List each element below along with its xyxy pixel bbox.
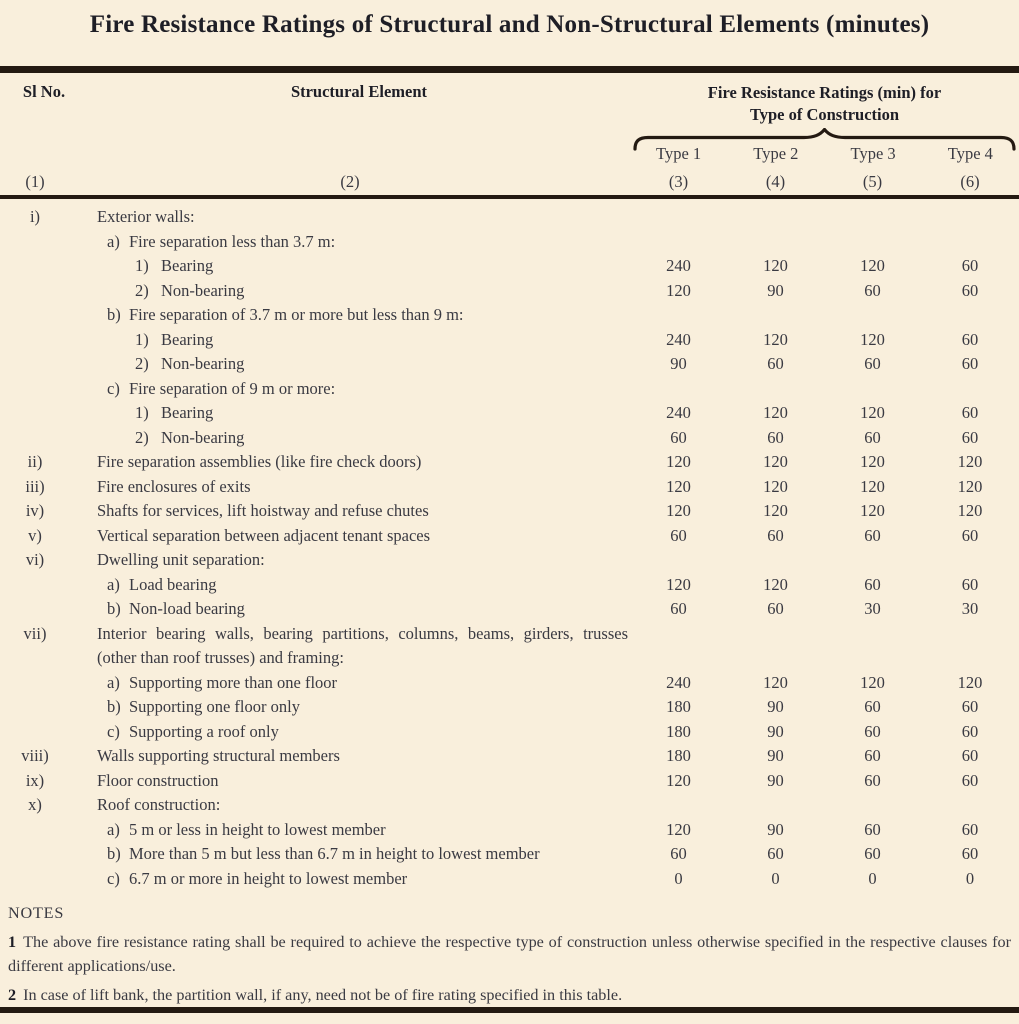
note-number: 2 bbox=[8, 986, 17, 1004]
header-ratings-group bbox=[630, 82, 1019, 126]
rating-value: 60 bbox=[961, 819, 979, 839]
row-sl-no bbox=[0, 303, 70, 328]
rating-value bbox=[824, 230, 921, 255]
row-description bbox=[70, 230, 630, 255]
rating-value bbox=[824, 622, 921, 671]
row-text: 6.7 m or more in height to lowest member bbox=[129, 868, 408, 888]
row-text: Bearing bbox=[161, 329, 214, 349]
rating-value: 60 bbox=[961, 844, 979, 863]
row-sl-no: viii) bbox=[21, 746, 49, 765]
row-text: Bearing bbox=[161, 256, 214, 275]
rating-value bbox=[727, 548, 824, 573]
table-row bbox=[0, 205, 1019, 230]
row-text: Non-load bearing bbox=[129, 599, 245, 618]
rating-value: 60 bbox=[864, 770, 881, 790]
rating-value: 60 bbox=[961, 574, 979, 594]
row-sl-no bbox=[0, 695, 70, 720]
table-row bbox=[0, 352, 1019, 377]
rating-value: 60 bbox=[670, 427, 687, 447]
header-type-4: Type 4 bbox=[947, 144, 993, 163]
rating-value bbox=[921, 622, 1019, 671]
row-sl-no bbox=[0, 720, 70, 745]
row-sl-no bbox=[0, 328, 70, 353]
rating-value bbox=[727, 793, 824, 818]
row-sl-no: vi) bbox=[25, 550, 45, 569]
table-row bbox=[0, 426, 1019, 451]
rating-value bbox=[727, 622, 824, 671]
rating-value: 0 bbox=[965, 868, 975, 888]
row-description bbox=[70, 254, 630, 279]
rating-value: 60 bbox=[767, 354, 784, 373]
rating-value: 30 bbox=[961, 599, 979, 618]
row-text: Supporting one floor only bbox=[129, 697, 300, 716]
row-description bbox=[70, 205, 630, 230]
row-text: More than 5 m but less than 6.7 m in height to lowest member bbox=[129, 844, 540, 863]
rating-value bbox=[921, 793, 1019, 818]
row-text: Shafts for services, lift hoistway and refuse chutes bbox=[97, 501, 429, 520]
rating-value bbox=[630, 303, 727, 328]
table-row bbox=[0, 671, 1019, 696]
rating-value: 60 bbox=[864, 721, 881, 741]
rating-value: 120 bbox=[763, 452, 788, 471]
row-description bbox=[70, 695, 630, 720]
rating-value: 240 bbox=[666, 403, 691, 422]
rating-value: 120 bbox=[860, 329, 885, 349]
rating-value: 120 bbox=[957, 452, 983, 471]
row-description bbox=[70, 450, 630, 475]
table-row bbox=[0, 793, 1019, 818]
row-description bbox=[70, 622, 630, 671]
row-description bbox=[70, 303, 630, 328]
table-row bbox=[0, 401, 1019, 426]
rating-value: 120 bbox=[666, 476, 691, 496]
rating-value: 120 bbox=[666, 819, 691, 839]
row-marker: a) bbox=[107, 672, 120, 692]
rating-value bbox=[824, 548, 921, 573]
row-description bbox=[70, 573, 630, 598]
row-description bbox=[70, 475, 630, 500]
table-row bbox=[0, 597, 1019, 622]
rating-value bbox=[727, 230, 824, 255]
table-row bbox=[0, 524, 1019, 549]
rating-value bbox=[630, 230, 727, 255]
row-text: Walls supporting structural members bbox=[97, 746, 340, 765]
row-text: Fire separation of 9 m or more: bbox=[129, 378, 336, 398]
table-row bbox=[0, 230, 1019, 255]
row-marker: a) bbox=[107, 231, 120, 251]
row-description bbox=[70, 328, 630, 353]
header-sl-no: Sl No. bbox=[22, 82, 66, 101]
rating-value: 60 bbox=[961, 427, 979, 447]
rating-value: 180 bbox=[666, 721, 691, 741]
rating-value: 30 bbox=[864, 599, 881, 618]
rating-value: 120 bbox=[666, 574, 691, 594]
rating-value: 60 bbox=[767, 844, 784, 863]
row-marker: b) bbox=[107, 697, 121, 716]
rating-value: 60 bbox=[961, 354, 979, 373]
row-description bbox=[70, 499, 630, 524]
header-type-row bbox=[630, 144, 1019, 164]
row-sl-no bbox=[0, 573, 70, 598]
table-header bbox=[0, 73, 1019, 195]
row-text: Roof construction: bbox=[97, 795, 221, 814]
table-row bbox=[0, 377, 1019, 402]
rating-value: 0 bbox=[771, 868, 780, 888]
rating-value: 60 bbox=[961, 329, 979, 349]
row-text: Fire separation assemblies (like fire check doors) bbox=[97, 452, 422, 471]
table-row bbox=[0, 744, 1019, 769]
row-description bbox=[70, 377, 630, 402]
rating-value: 60 bbox=[670, 844, 687, 863]
row-sl-no: iv) bbox=[25, 501, 45, 520]
rating-value: 60 bbox=[864, 525, 881, 545]
row-sl-no bbox=[0, 426, 70, 451]
row-sl-no bbox=[0, 842, 70, 867]
rating-value: 120 bbox=[666, 452, 691, 471]
note-text: The above fire resistance rating shall be required to achieve the respective type of construction unless otherwise specified in the respective clauses for different applications/use. bbox=[8, 933, 1011, 975]
rating-value: 60 bbox=[767, 599, 784, 618]
rating-value: 60 bbox=[864, 354, 881, 373]
rating-value: 120 bbox=[860, 256, 885, 275]
row-text: Non-bearing bbox=[161, 280, 245, 300]
rating-value: 60 bbox=[670, 599, 687, 618]
rating-value: 60 bbox=[961, 525, 979, 545]
rating-value: 60 bbox=[864, 280, 881, 300]
title-divider bbox=[0, 66, 1019, 73]
row-sl-no: x) bbox=[28, 795, 42, 814]
table-row bbox=[0, 769, 1019, 794]
row-text: Supporting a roof only bbox=[129, 721, 279, 741]
row-description bbox=[70, 769, 630, 794]
column-number-6: (6) bbox=[960, 172, 980, 191]
table-row bbox=[0, 695, 1019, 720]
row-description bbox=[70, 548, 630, 573]
row-sl-no bbox=[0, 230, 70, 255]
rating-value: 60 bbox=[864, 819, 881, 839]
rating-value: 180 bbox=[666, 697, 691, 716]
rating-value: 90 bbox=[767, 721, 784, 741]
row-sl-no bbox=[0, 867, 70, 892]
row-marker: b) bbox=[107, 305, 121, 324]
rating-value: 120 bbox=[957, 501, 983, 520]
row-description bbox=[70, 671, 630, 696]
rating-value: 120 bbox=[860, 672, 885, 692]
rating-value: 90 bbox=[767, 819, 784, 839]
rating-value: 60 bbox=[864, 746, 881, 765]
rating-value bbox=[921, 205, 1019, 230]
rating-value bbox=[824, 793, 921, 818]
rating-value bbox=[727, 377, 824, 402]
rating-value bbox=[630, 622, 727, 671]
column-number-3: (3) bbox=[668, 172, 689, 191]
row-marker: 1) bbox=[135, 256, 149, 275]
table-row bbox=[0, 328, 1019, 353]
rating-value bbox=[824, 205, 921, 230]
table-row bbox=[0, 475, 1019, 500]
rating-value bbox=[630, 205, 727, 230]
row-text: Fire separation of 3.7 m or more but less than 9 m: bbox=[129, 305, 464, 324]
row-marker: a) bbox=[107, 574, 120, 594]
row-text: Interior bearing walls, bearing partitions, columns, beams, girders, trusses (other than roof trusses) and framing: bbox=[97, 623, 628, 667]
row-text: Fire enclosures of exits bbox=[97, 476, 251, 496]
row-marker: c) bbox=[107, 378, 120, 398]
rating-value: 60 bbox=[961, 697, 979, 716]
row-sl-no bbox=[0, 377, 70, 402]
row-marker: 2) bbox=[135, 427, 149, 447]
bottom-divider bbox=[0, 1007, 1019, 1013]
row-description bbox=[70, 818, 630, 843]
rating-value bbox=[630, 793, 727, 818]
table-row bbox=[0, 254, 1019, 279]
row-sl-no bbox=[0, 818, 70, 843]
header-type-3: Type 3 bbox=[850, 144, 896, 163]
row-description bbox=[70, 597, 630, 622]
rating-value: 60 bbox=[961, 721, 979, 741]
row-sl-no bbox=[0, 254, 70, 279]
row-text: 5 m or less in height to lowest member bbox=[129, 819, 386, 839]
rating-value: 240 bbox=[666, 256, 691, 275]
rating-value: 60 bbox=[864, 697, 881, 716]
rating-value: 90 bbox=[767, 280, 784, 300]
rating-value: 60 bbox=[767, 525, 784, 545]
rating-value: 120 bbox=[860, 452, 885, 471]
row-description bbox=[70, 793, 630, 818]
rating-value: 120 bbox=[666, 770, 691, 790]
row-sl-no: ii) bbox=[27, 452, 43, 471]
table-row bbox=[0, 622, 1019, 671]
note-item bbox=[8, 983, 1011, 1007]
notes-heading: NOTES bbox=[8, 904, 65, 922]
row-marker: b) bbox=[107, 599, 121, 618]
rating-value: 120 bbox=[763, 501, 788, 520]
row-description bbox=[70, 524, 630, 549]
rating-value: 180 bbox=[666, 746, 691, 765]
rating-value bbox=[727, 205, 824, 230]
rating-value: 60 bbox=[767, 427, 784, 447]
row-marker: 2) bbox=[135, 354, 149, 373]
notes-section bbox=[0, 901, 1019, 1007]
table-row bbox=[0, 499, 1019, 524]
rating-value: 120 bbox=[860, 476, 885, 496]
rating-value: 60 bbox=[961, 770, 979, 790]
row-sl-no bbox=[0, 352, 70, 377]
row-text: Floor construction bbox=[97, 770, 219, 790]
row-sl-no bbox=[0, 671, 70, 696]
rating-value: 120 bbox=[666, 501, 691, 520]
row-description bbox=[70, 352, 630, 377]
rating-value: 240 bbox=[666, 672, 691, 692]
row-marker: 2) bbox=[135, 280, 149, 300]
table-row bbox=[0, 842, 1019, 867]
rating-value bbox=[630, 377, 727, 402]
row-sl-no: i) bbox=[29, 207, 41, 226]
table-row bbox=[0, 548, 1019, 573]
page-title: Fire Resistance Ratings of Structural and Non-Structural Elements (minutes) bbox=[89, 11, 930, 38]
note-number: 1 bbox=[8, 933, 17, 951]
row-marker: c) bbox=[107, 721, 120, 741]
note-text: In case of lift bank, the partition wall, if any, need not be of fire rating specified in this table. bbox=[23, 986, 623, 1004]
rating-value: 120 bbox=[763, 672, 788, 692]
table-row bbox=[0, 303, 1019, 328]
column-number-4: (4) bbox=[765, 172, 786, 191]
rating-value: 0 bbox=[868, 868, 877, 888]
rating-value bbox=[921, 548, 1019, 573]
row-marker: b) bbox=[107, 844, 121, 863]
table-row bbox=[0, 818, 1019, 843]
row-description bbox=[70, 842, 630, 867]
row-description bbox=[70, 279, 630, 304]
header-type-1: Type 1 bbox=[656, 144, 702, 163]
header-ratings-group-line2: Type of Construction bbox=[749, 105, 900, 124]
rating-value: 120 bbox=[763, 329, 788, 349]
rating-value: 60 bbox=[961, 403, 979, 422]
row-marker: a) bbox=[107, 819, 120, 839]
table-body bbox=[0, 199, 1019, 891]
table-row bbox=[0, 720, 1019, 745]
rating-value: 60 bbox=[864, 574, 881, 594]
header-type-2: Type 2 bbox=[753, 144, 799, 163]
row-text: Vertical separation between adjacent tenant spaces bbox=[97, 525, 431, 545]
note-item bbox=[8, 930, 1011, 978]
rating-value bbox=[824, 303, 921, 328]
header-structural-element: Structural Element bbox=[290, 82, 428, 101]
rating-value: 60 bbox=[961, 280, 979, 300]
row-sl-no: vii) bbox=[23, 623, 47, 643]
row-sl-no bbox=[0, 401, 70, 426]
rating-value: 90 bbox=[767, 746, 784, 765]
rating-value: 120 bbox=[763, 476, 788, 496]
rating-value: 120 bbox=[763, 574, 788, 594]
row-text: Dwelling unit separation: bbox=[97, 550, 265, 569]
rating-value: 120 bbox=[957, 672, 983, 692]
row-marker: 1) bbox=[135, 329, 149, 349]
rating-value bbox=[921, 377, 1019, 402]
row-marker: 1) bbox=[135, 403, 149, 422]
rating-value: 90 bbox=[767, 770, 784, 790]
row-text: Non-bearing bbox=[161, 354, 245, 373]
row-description bbox=[70, 867, 630, 892]
column-number-5: (5) bbox=[862, 172, 883, 191]
row-text: Non-bearing bbox=[161, 427, 245, 447]
row-description bbox=[70, 401, 630, 426]
table-row bbox=[0, 279, 1019, 304]
row-sl-no bbox=[0, 597, 70, 622]
rating-value bbox=[921, 303, 1019, 328]
rating-value: 120 bbox=[860, 403, 885, 422]
rating-value: 60 bbox=[864, 427, 881, 447]
row-description bbox=[70, 744, 630, 769]
rating-value: 120 bbox=[763, 403, 788, 422]
table-row bbox=[0, 450, 1019, 475]
rating-value: 240 bbox=[666, 329, 691, 349]
rating-value: 90 bbox=[670, 354, 687, 373]
rating-value: 60 bbox=[864, 844, 881, 863]
row-description bbox=[70, 426, 630, 451]
row-text: Exterior walls: bbox=[97, 207, 195, 226]
rating-value: 60 bbox=[961, 746, 979, 765]
header-column-numbers bbox=[0, 172, 1019, 192]
row-text: Bearing bbox=[161, 403, 214, 422]
rating-value: 120 bbox=[860, 501, 885, 520]
row-sl-no bbox=[0, 279, 70, 304]
row-text: Fire separation less than 3.7 m: bbox=[129, 231, 336, 251]
rating-value: 60 bbox=[961, 256, 979, 275]
rating-value: 0 bbox=[674, 868, 683, 888]
column-number-2: (2) bbox=[340, 172, 360, 191]
row-description bbox=[70, 720, 630, 745]
row-sl-no: iii) bbox=[25, 476, 45, 496]
row-sl-no: ix) bbox=[25, 770, 45, 790]
row-text: Supporting more than one floor bbox=[129, 672, 338, 692]
rating-value: 90 bbox=[767, 697, 784, 716]
table-row bbox=[0, 867, 1019, 892]
header-ratings-group-line1: Fire Resistance Ratings (min) for bbox=[707, 83, 942, 102]
row-sl-no: v) bbox=[28, 525, 42, 545]
rating-value bbox=[921, 230, 1019, 255]
rating-value bbox=[630, 548, 727, 573]
rating-value: 120 bbox=[763, 256, 788, 275]
rating-value bbox=[727, 303, 824, 328]
rating-value: 120 bbox=[957, 476, 983, 496]
rating-value: 120 bbox=[666, 280, 691, 300]
column-number-1: (1) bbox=[25, 172, 45, 191]
rating-value: 60 bbox=[670, 525, 687, 545]
table-row bbox=[0, 573, 1019, 598]
rating-value bbox=[824, 377, 921, 402]
row-marker: c) bbox=[107, 868, 120, 888]
row-text: Load bearing bbox=[129, 574, 217, 594]
